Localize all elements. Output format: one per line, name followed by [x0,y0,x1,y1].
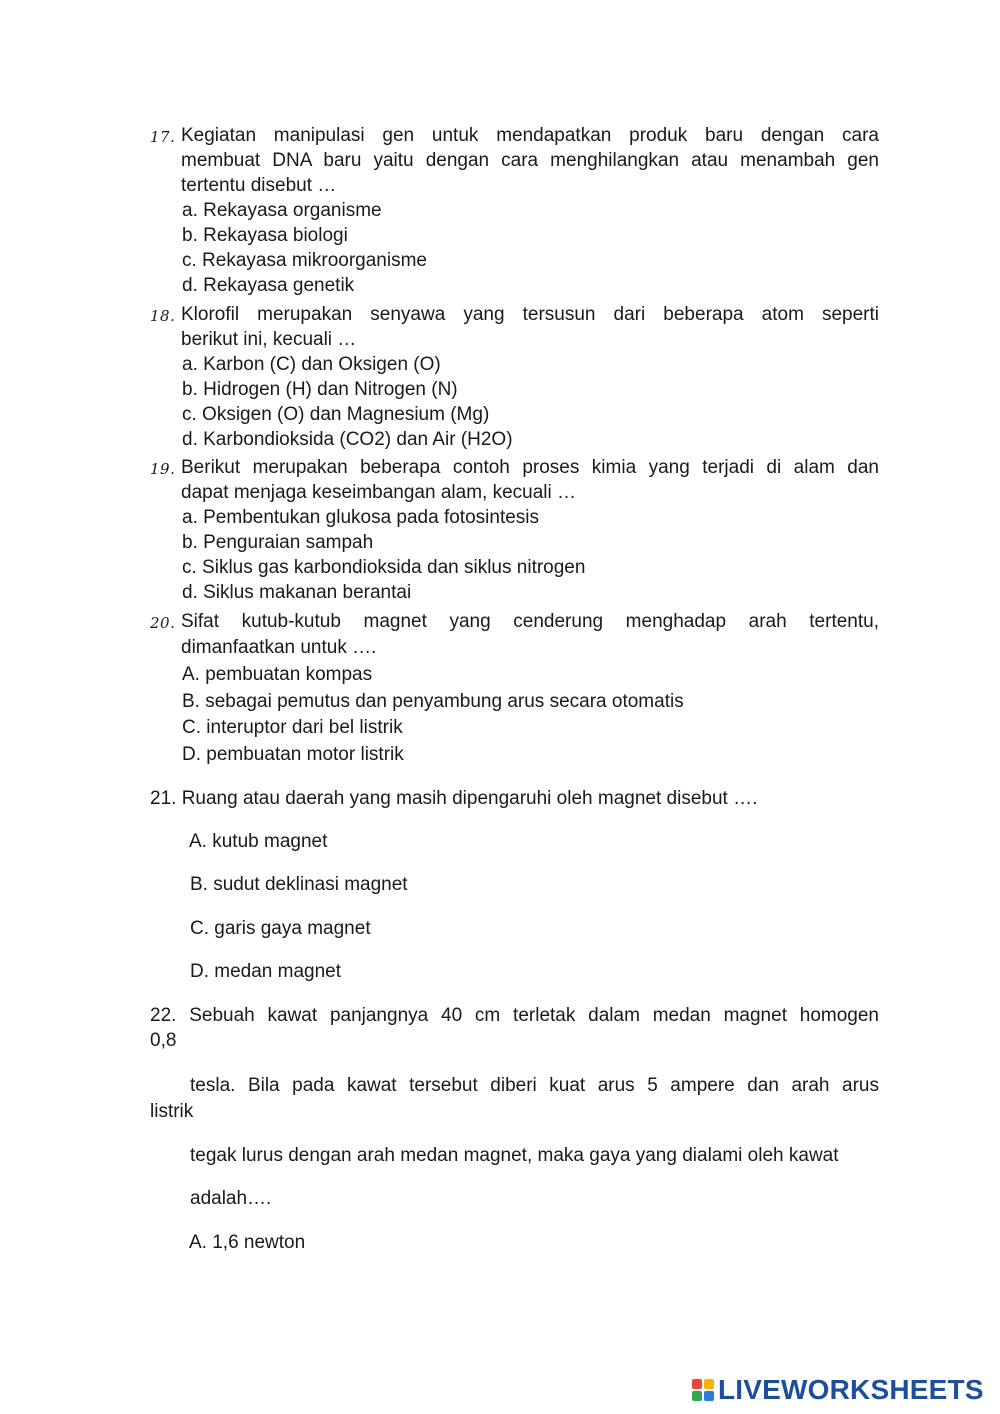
question-text: adalah…. [190,1188,272,1209]
question-text: Kegiatan manipulasi gen untuk mendapatkan produk baru dengan cara [181,125,879,146]
question-text: dimanfaatkan untuk …. [181,637,377,658]
question-text: berikut ini, kecuali … [181,329,357,350]
answer-option[interactable]: c. Siklus gas karbondioksida dan siklus nitrogen [182,557,586,578]
question-text: tesla. Bila pada kawat tersebut diberi kuat arus 5 ampere dan arah arus [190,1075,879,1096]
question-text: 0,8 [150,1030,177,1051]
question-number: 20. [150,614,176,632]
liveworksheets-logo-icon [692,1379,714,1401]
answer-option[interactable]: a. Karbon (C) dan Oksigen (O) [182,354,441,375]
answer-option[interactable]: D. medan magnet [190,961,342,982]
question-text: tegak lurus dengan arah medan magnet, maka gaya yang dialami oleh kawat [190,1145,839,1166]
liveworksheets-logo [692,1374,984,1406]
answer-option[interactable]: c. Rekayasa mikroorganisme [182,250,427,271]
answer-option[interactable]: A. kutub magnet [189,831,328,852]
question-text: 21. Ruang atau daerah yang masih dipengaruhi oleh magnet disebut …. [150,788,758,809]
answer-option[interactable]: d. Siklus makanan berantai [182,582,412,603]
answer-option[interactable]: A. pembuatan kompas [182,664,373,685]
question-text: membuat DNA baru yaitu dengan cara menghilangkan atau menambah gen [181,150,879,171]
logo-square-icon [704,1379,714,1389]
answer-option[interactable]: C. garis gaya magnet [190,918,371,939]
logo-square-icon [692,1391,702,1401]
answer-option[interactable]: B. sebagai pemutus dan penyambung arus secara otomatis [182,691,684,712]
question-text: listrik [150,1101,194,1122]
answer-option[interactable]: d. Rekayasa genetik [182,275,355,296]
answer-option[interactable]: B. sudut deklinasi magnet [190,874,408,895]
question-number: 18. [150,307,176,325]
question-text: tertentu disebut … [181,175,337,196]
logo-text: LIVEWORKSHEETS [718,1374,984,1405]
question-number: 19. [150,460,176,478]
question-text: Klorofil merupakan senyawa yang tersusun dari beberapa atom seperti [181,304,879,325]
question-text: Sifat kutub-kutub magnet yang cenderung menghadap arah tertentu, [181,611,879,632]
answer-option[interactable]: b. Rekayasa biologi [182,225,348,246]
answer-option[interactable]: A. 1,6 newton [189,1232,306,1253]
question-text: Berikut merupakan beberapa contoh proses kimia yang terjadi di alam dan [181,457,879,478]
answer-option[interactable]: D. pembuatan motor listrik [182,744,404,765]
answer-option[interactable]: d. Karbondioksida (CO2) dan Air (H2O) [182,429,513,450]
question-number: 17. [150,128,176,146]
answer-option[interactable]: b. Hidrogen (H) dan Nitrogen (N) [182,379,458,400]
answer-option[interactable]: b. Penguraian sampah [182,532,374,553]
answer-option[interactable]: c. Oksigen (O) dan Magnesium (Mg) [182,404,490,425]
logo-square-icon [704,1391,714,1401]
answer-option[interactable]: a. Rekayasa organisme [182,200,382,221]
question-text: 22. Sebuah kawat panjangnya 40 cm terletak dalam medan magnet homogen [150,1005,879,1026]
question-text: dapat menjaga keseimbangan alam, kecuali … [181,482,577,503]
answer-option[interactable]: a. Pembentukan glukosa pada fotosintesis [182,507,540,528]
answer-option[interactable]: C. interuptor dari bel listrik [182,717,403,738]
logo-square-icon [692,1379,702,1389]
